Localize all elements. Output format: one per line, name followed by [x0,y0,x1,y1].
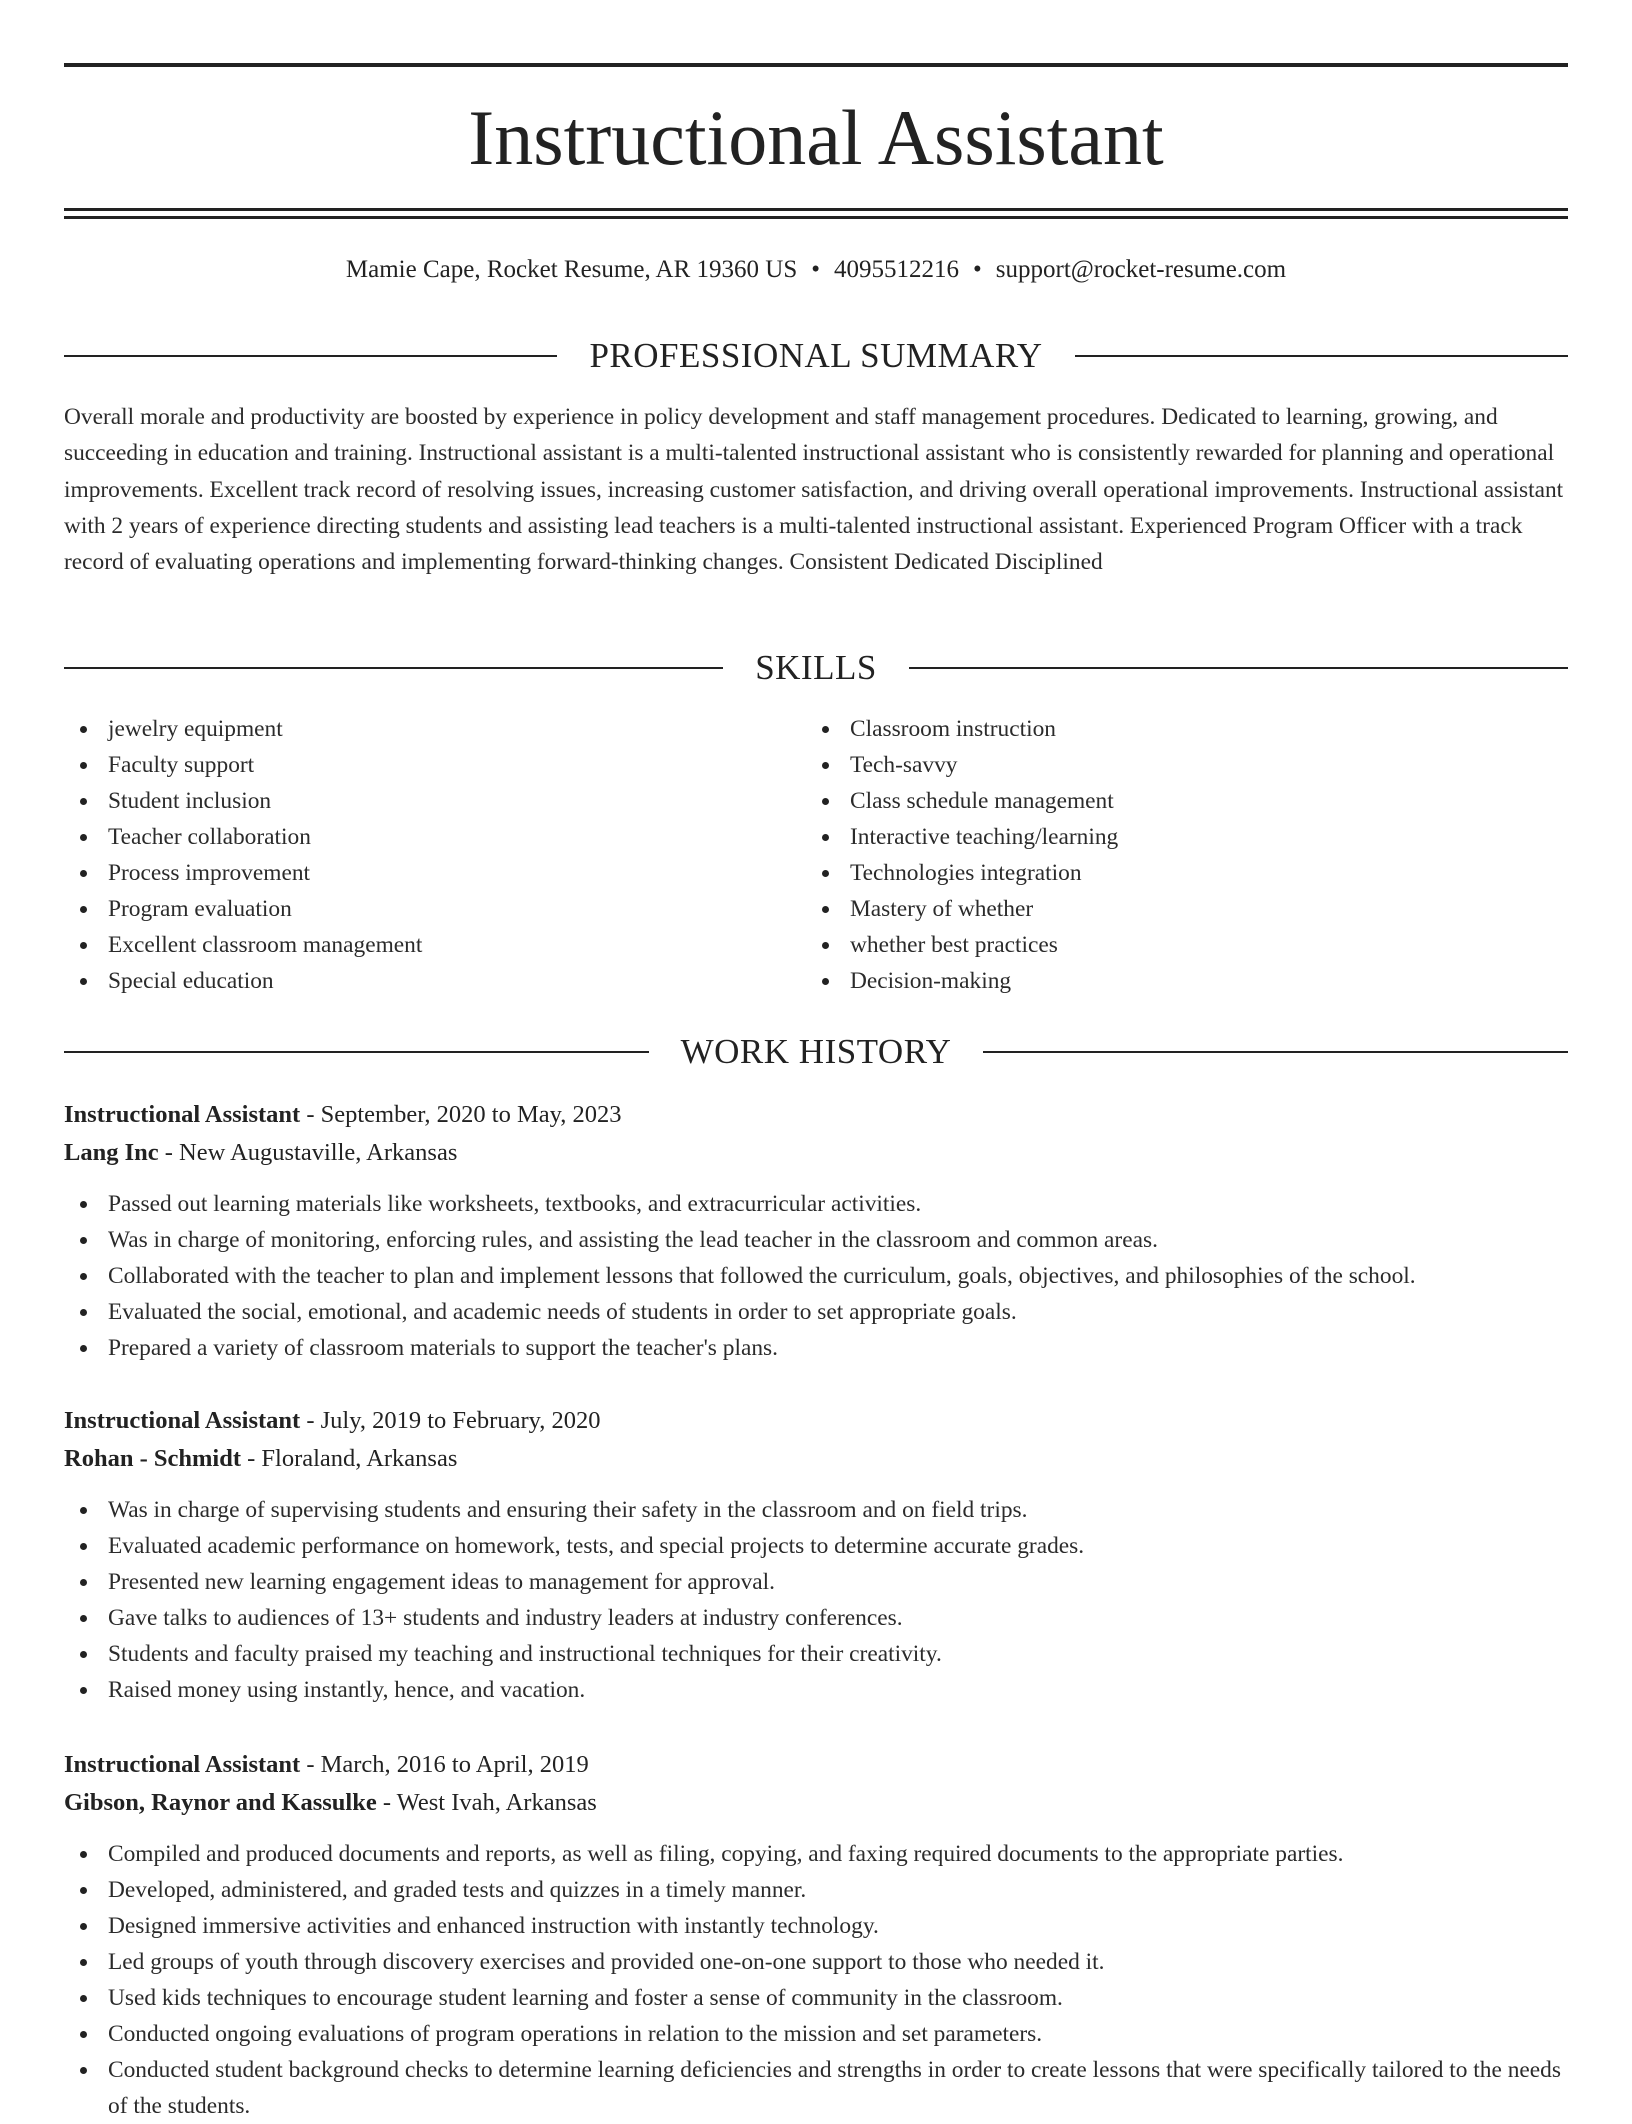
job-location: - West Ivah, Arkansas [376,1789,597,1816]
job-bullet: Students and faculty praised my teaching and instructional techniques for their creativity. [64,1636,1568,1672]
job-company-line [64,1784,1568,1822]
contact-email: support@rocket-resume.com [995,256,1287,283]
top-rule [64,63,1568,67]
job-company: Gibson, Raynor and Kassulke [64,1789,377,1816]
skill-item: Special education [64,963,422,999]
skill-item: Excellent classroom management [64,927,422,963]
section-title: PROFESSIONAL SUMMARY [589,336,1043,375]
skill-item: jewelry equipment [64,711,422,747]
job-company-line [64,1440,1568,1478]
heading-rule [64,1051,649,1053]
skill-item: Class schedule management [806,783,1118,819]
skill-item: Student inclusion [64,783,422,819]
contact-line [64,252,1568,288]
contact-address: Mamie Cape, Rocket Resume, AR 19360 US [345,256,798,283]
job-entry [64,1096,1568,1366]
job-bullet: Prepared a variety of classroom materials to support the teacher's plans. [64,1330,1568,1366]
skills-list-right [806,711,1118,999]
job-bullet: Compiled and produced documents and reports, as well as filing, copying, and faxing required documents to the appropriate parties. [64,1836,1568,1872]
job-entry [64,1746,1568,2124]
job-company: Lang Inc [64,1139,159,1166]
job-bullet: Conducted student background checks to determine learning deficiencies and strengths in order to create lessons that were specifically tailored to the needs of the students. [64,2052,1568,2124]
section-title: WORK HISTORY [680,1032,952,1071]
job-dates: - September, 2020 to May, 2023 [300,1101,622,1128]
job-bullet: Led groups of youth through discovery exercises and provided one-on-one support to those who needed it. [64,1944,1568,1980]
job-title: Instructional Assistant [64,1407,301,1434]
job-entry [64,1402,1568,1708]
contact-separator: • [973,256,982,283]
job-bullet: Designed immersive activities and enhanced instruction with instantly technology. [64,1908,1568,1944]
job-location: - New Augustaville, Arkansas [158,1139,458,1166]
contact-separator: • [811,256,821,283]
job-bullet: Raised money using instantly, hence, and vacation. [64,1672,1568,1708]
job-title-line [64,1402,1568,1440]
section-heading-summary [64,334,1568,378]
job-bullets [64,1836,1568,2124]
heading-rule [983,1051,1568,1053]
job-company-line [64,1134,1568,1172]
section-title: SKILLS [755,648,877,687]
job-bullet: Evaluated the social, emotional, and academic needs of students in order to set appropriate goals. [64,1294,1568,1330]
job-bullet: Evaluated academic performance on homework, tests, and special projects to determine accurate grades. [64,1528,1568,1564]
section-heading-work [64,1030,1568,1074]
skill-item: Technologies integration [806,855,1118,891]
title-rule-upper [64,208,1568,211]
job-bullets [64,1186,1568,1366]
title-rule-lower [64,216,1568,219]
job-bullets [64,1492,1568,1708]
job-bullet: Used kids techniques to encourage student learning and foster a sense of community in the classroom. [64,1980,1568,2016]
section-heading-skills [64,646,1568,690]
skill-item: Interactive teaching/learning [806,819,1118,855]
heading-rule [1075,355,1568,357]
job-bullet: Conducted ongoing evaluations of program operations in relation to the mission and set parameters. [64,2016,1568,2052]
skill-item: whether best practices [806,927,1118,963]
job-bullet: Developed, administered, and graded tests and quizzes in a timely manner. [64,1872,1568,1908]
job-bullet: Was in charge of monitoring, enforcing rules, and assisting the lead teacher in the classroom and common areas. [64,1222,1568,1258]
job-bullet: Collaborated with the teacher to plan and implement lessons that followed the curriculum, goals, objectives, and philosophies of the school. [64,1258,1568,1294]
professional-summary: Overall morale and productivity are boosted by experience in policy development and staff management procedures. Dedicated to learning, growing, and succeeding in education and training. Instructional assistant is a multi-talented instructional assistant who is consistently rewarded for planning and operational improvements. Excellent track record of resolving issues, increasing customer satisfaction, and driving overall operational improvements. Instructional assistant with 2 years of experience directing students and assisting lead teachers is a multi-talented instructional assistant. Experienced Program Officer with a track record of evaluating operations and implementing forward-thinking changes. Consistent Dedicated Disciplined [64,404,1564,576]
job-location: - Floraland, Arkansas [240,1445,458,1472]
skill-item: Tech-savvy [806,747,1118,783]
job-title-line [64,1096,1568,1134]
job-title: Instructional Assistant [64,1101,301,1128]
contact-phone: 4095512216 [834,256,960,283]
job-title: Instructional Assistant [64,1751,301,1778]
job-bullet: Gave talks to audiences of 13+ students and industry leaders at industry conferences. [64,1600,1568,1636]
heading-rule [909,667,1568,669]
job-bullet: Passed out learning materials like worksheets, textbooks, and extracurricular activities. [64,1186,1568,1222]
skill-item: Process improvement [64,855,422,891]
skill-item: Decision-making [806,963,1118,999]
skill-item: Faculty support [64,747,422,783]
skill-item: Program evaluation [64,891,422,927]
resume-title: Instructional Assistant [468,94,1164,181]
skills-list-left [64,711,422,999]
job-title-line [64,1746,1568,1784]
heading-rule [64,355,557,357]
job-dates: - March, 2016 to April, 2019 [300,1751,589,1778]
job-bullet: Was in charge of supervising students and ensuring their safety in the classroom and on field trips. [64,1492,1568,1528]
job-bullet: Presented new learning engagement ideas to management for approval. [64,1564,1568,1600]
job-company: Rohan - Schmidt [64,1445,241,1472]
job-dates: - July, 2019 to February, 2020 [300,1407,601,1434]
skill-item: Mastery of whether [806,891,1118,927]
skill-item: Teacher collaboration [64,819,422,855]
heading-rule [64,667,723,669]
skill-item: Classroom instruction [806,711,1118,747]
